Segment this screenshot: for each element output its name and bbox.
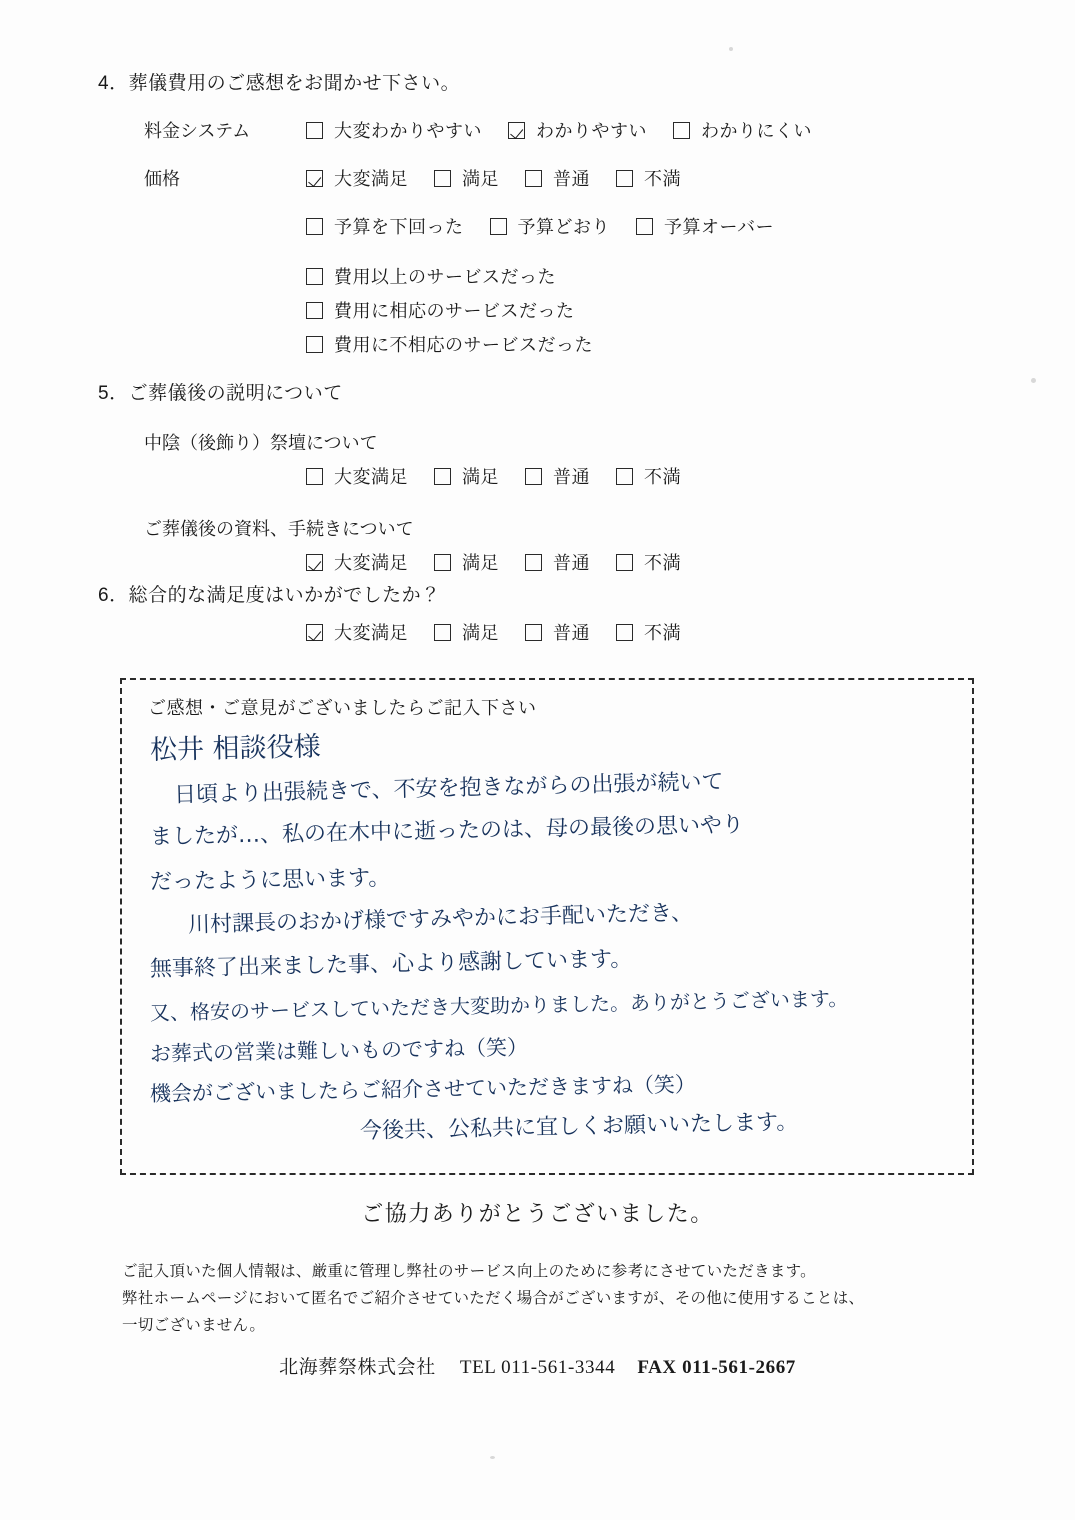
checkbox-icon[interactable] — [306, 122, 323, 139]
handwriting-line-6: 無事終了出来ました事、心より感謝しています。 — [149, 946, 633, 982]
row-price — [144, 165, 812, 191]
option-label: 大変満足 — [334, 467, 408, 487]
section-4 — [98, 68, 812, 365]
option-label: 普通 — [553, 169, 590, 189]
option-price-very-satisfied[interactable] — [306, 165, 408, 191]
checkbox-icon[interactable] — [525, 468, 542, 485]
checkbox-icon[interactable] — [306, 336, 323, 353]
option-label: 普通 — [553, 553, 590, 573]
option-label: 大変満足 — [334, 169, 408, 189]
option-fee-unclear[interactable] — [673, 117, 812, 143]
option-altar-dissatisfied[interactable] — [616, 463, 681, 489]
section-5-title: 5．ご葬儀後の説明について — [98, 383, 343, 404]
handwriting-line-3: ましたが…、私の在木中に逝ったのは、母の最後の思いやり — [149, 812, 745, 850]
service-option-group — [306, 263, 812, 357]
section-5 — [98, 378, 681, 601]
checkbox-icon[interactable] — [525, 170, 542, 187]
handwriting-line-7: 又、格安のサービスしていただき大変助かりました。ありがとうございます。 — [149, 986, 849, 1025]
checkbox-icon[interactable] — [616, 170, 633, 187]
option-label: 不満 — [644, 623, 681, 643]
option-budget-asplanned[interactable] — [490, 213, 611, 239]
option-label: 満足 — [462, 467, 499, 487]
handwriting-line-1: 松井 相談役様 — [149, 731, 321, 766]
company-contact — [0, 1352, 1075, 1379]
option-label: 満足 — [462, 169, 499, 189]
handwriting-line-9: 機会がございましたらご紹介させていただきますね（笑） — [149, 1072, 697, 1106]
option-price-normal[interactable] — [525, 165, 590, 191]
checkbox-checked-icon[interactable] — [306, 170, 323, 187]
checkbox-icon[interactable] — [525, 624, 542, 641]
company-name: 北海葬祭株式会社 — [279, 1357, 436, 1378]
section-6-title: 6．総合的な満足度はいかがでしたか？ — [98, 585, 441, 606]
option-label: 予算どおり — [517, 217, 610, 237]
checkbox-icon[interactable] — [306, 218, 323, 235]
option-label: 費用に不相応のサービスだった — [334, 335, 593, 355]
option-label: 大変満足 — [334, 623, 408, 643]
checkbox-icon[interactable] — [616, 554, 633, 571]
option-altar-satisfied[interactable] — [434, 463, 499, 489]
option-label: 不満 — [644, 467, 681, 487]
option-service-below-cost[interactable] — [306, 331, 812, 357]
checkbox-checked-icon[interactable] — [306, 554, 323, 571]
section-6 — [98, 580, 681, 645]
handwriting-line-2: 日頃より出張続きで、不安を抱きながらの出張が続いて — [173, 769, 724, 808]
option-label: 不満 — [644, 553, 681, 573]
option-label: 予算を下回った — [334, 217, 464, 237]
option-overall-satisfied[interactable] — [434, 619, 499, 645]
option-label: 普通 — [553, 623, 590, 643]
handwriting-line-10: 今後共、公私共に宜しくお願いいたします。 — [359, 1109, 799, 1144]
option-fee-very-clear[interactable] — [306, 117, 482, 143]
option-label: 満足 — [462, 553, 499, 573]
checkbox-icon[interactable] — [616, 624, 633, 641]
option-budget-over[interactable] — [636, 213, 774, 239]
checkbox-icon[interactable] — [434, 468, 451, 485]
handwriting-line-8: お葬式の営業は難しいものですね（笑） — [149, 1035, 529, 1066]
option-label: 満足 — [462, 623, 499, 643]
handwriting-line-5: 川村課長のおかげ様ですみやかにお手配いただき、 — [187, 900, 694, 938]
checkbox-icon[interactable] — [525, 554, 542, 571]
thanks-message: ご協力ありがとうございました。 — [361, 1201, 714, 1226]
scan-speck — [1031, 378, 1036, 383]
checkbox-icon[interactable] — [434, 624, 451, 641]
option-label: 大変満足 — [334, 553, 408, 573]
option-service-above-cost[interactable] — [306, 263, 812, 289]
company-fax: FAX 011-561-2667 — [637, 1357, 796, 1378]
option-label: 予算オーバー — [664, 217, 775, 237]
option-service-matching-cost[interactable] — [306, 297, 812, 323]
option-price-satisfied[interactable] — [434, 165, 499, 191]
checkbox-icon[interactable] — [306, 468, 323, 485]
company-tel: TEL 011-561-3344 — [459, 1357, 616, 1378]
row-price-label: 価格 — [144, 169, 180, 189]
section-6-options — [306, 619, 681, 645]
option-label: 普通 — [553, 467, 590, 487]
comment-prompt: ご感想・ご意見がございましたらご記入下さい — [148, 698, 537, 718]
option-label: わかりにくい — [701, 121, 812, 141]
option-overall-normal[interactable] — [525, 619, 590, 645]
checkbox-icon[interactable] — [490, 218, 507, 235]
option-fee-clear[interactable] — [508, 117, 647, 143]
checkbox-icon[interactable] — [306, 268, 323, 285]
privacy-line-1: ご記入頂いた個人情報は、厳重に管理し弊社のサービス向上のために参考にさせていただきます。 — [122, 1263, 816, 1280]
option-altar-normal[interactable] — [525, 463, 590, 489]
checkbox-checked-icon[interactable] — [508, 122, 525, 139]
option-label: 費用に相応のサービスだった — [334, 301, 575, 321]
option-label: 費用以上のサービスだった — [334, 267, 556, 287]
checkbox-icon[interactable] — [434, 170, 451, 187]
option-label: わかりやすい — [536, 121, 647, 141]
option-label: 不満 — [644, 169, 681, 189]
privacy-line-3: 一切ございません。 — [122, 1317, 266, 1335]
row-budget — [306, 213, 812, 239]
option-label: 大変わかりやすい — [334, 121, 482, 141]
option-budget-under[interactable] — [306, 213, 464, 239]
privacy-notice — [122, 1258, 952, 1339]
option-altar-very-satisfied[interactable] — [306, 463, 408, 489]
checkbox-icon[interactable] — [616, 468, 633, 485]
checkbox-icon[interactable] — [434, 554, 451, 571]
checkbox-icon[interactable] — [636, 218, 653, 235]
group-altar-label: 中陰（後飾り）祭壇について — [144, 433, 378, 453]
option-documents-very-satisfied[interactable] — [306, 549, 408, 575]
option-price-dissatisfied[interactable] — [616, 165, 681, 191]
handwriting-line-4: だったように思います。 — [149, 865, 391, 895]
scan-speck — [490, 1456, 495, 1459]
option-overall-very-satisfied[interactable] — [306, 619, 408, 645]
row-fee-system — [144, 117, 812, 143]
option-overall-dissatisfied[interactable] — [616, 619, 681, 645]
option-documents-satisfied[interactable] — [434, 549, 499, 575]
option-documents-dissatisfied[interactable] — [616, 549, 681, 575]
checkbox-checked-icon[interactable] — [306, 624, 323, 641]
group-documents-label: ご葬儀後の資料、手続きについて — [144, 519, 414, 539]
checkbox-icon[interactable] — [306, 302, 323, 319]
group-documents-options — [306, 549, 681, 575]
option-documents-normal[interactable] — [525, 549, 590, 575]
section-4-title: 4．葬儀費用のご感想をお聞かせ下さい。 — [98, 73, 461, 94]
scan-speck — [729, 47, 733, 51]
row-fee-system-label: 料金システム — [144, 121, 251, 141]
checkbox-icon[interactable] — [673, 122, 690, 139]
group-altar-options — [306, 463, 681, 489]
comment-box[interactable] — [120, 678, 974, 1175]
privacy-line-2: 弊社ホームページにおいて匿名でご紹介させていただく場合がございますが、その他に使用することは、 — [122, 1290, 865, 1308]
